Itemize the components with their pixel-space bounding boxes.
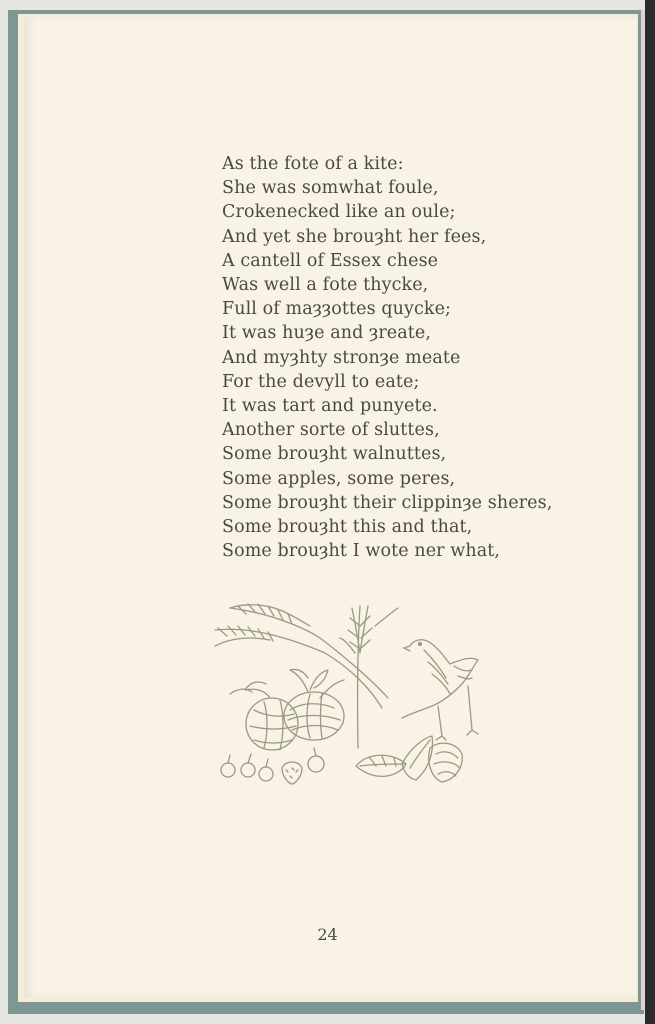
poem-line: Some apples, some peres, bbox=[222, 468, 456, 489]
poem-line: She was somwhat foule, bbox=[222, 178, 439, 199]
poem-line: For the devyll to eate; bbox=[222, 371, 420, 392]
fruit-icon bbox=[230, 669, 344, 750]
poem-text bbox=[222, 152, 552, 563]
poem-line: It was huȝe and ȝreate, bbox=[222, 323, 432, 344]
poem-line: Full of maȝȝottes quycke; bbox=[222, 299, 452, 320]
bird-icon bbox=[402, 640, 478, 740]
poem-line: As the fote of a kite: bbox=[222, 154, 404, 174]
poem-line: Some brouȝht their clippinȝe sheres, bbox=[222, 492, 553, 513]
poem-line: And myȝhty stronȝe meate bbox=[222, 347, 461, 368]
poem-line: Some brouȝht this and that, bbox=[222, 517, 473, 538]
walnut-icon bbox=[356, 736, 462, 782]
poem-line: And yet she brouȝht her fees, bbox=[222, 226, 487, 247]
page-number: 24 bbox=[317, 925, 338, 944]
poem-line: A cantell of Essex chese bbox=[222, 250, 439, 271]
poem-line: Some brouȝht walnuttes, bbox=[222, 444, 447, 465]
poem-line: It was tart and punyete. bbox=[222, 396, 438, 417]
cherry-icon bbox=[221, 748, 324, 784]
decorative-illustration bbox=[210, 598, 490, 793]
poem-line: Some brouȝht I wote ner what, bbox=[222, 541, 501, 562]
poem-line: Another sorte of sluttes, bbox=[222, 420, 440, 441]
poem-line: Was well a fote thycke, bbox=[222, 275, 429, 296]
poem-line: Crokenecked like an oule; bbox=[222, 202, 456, 223]
book-spine bbox=[645, 0, 655, 1024]
